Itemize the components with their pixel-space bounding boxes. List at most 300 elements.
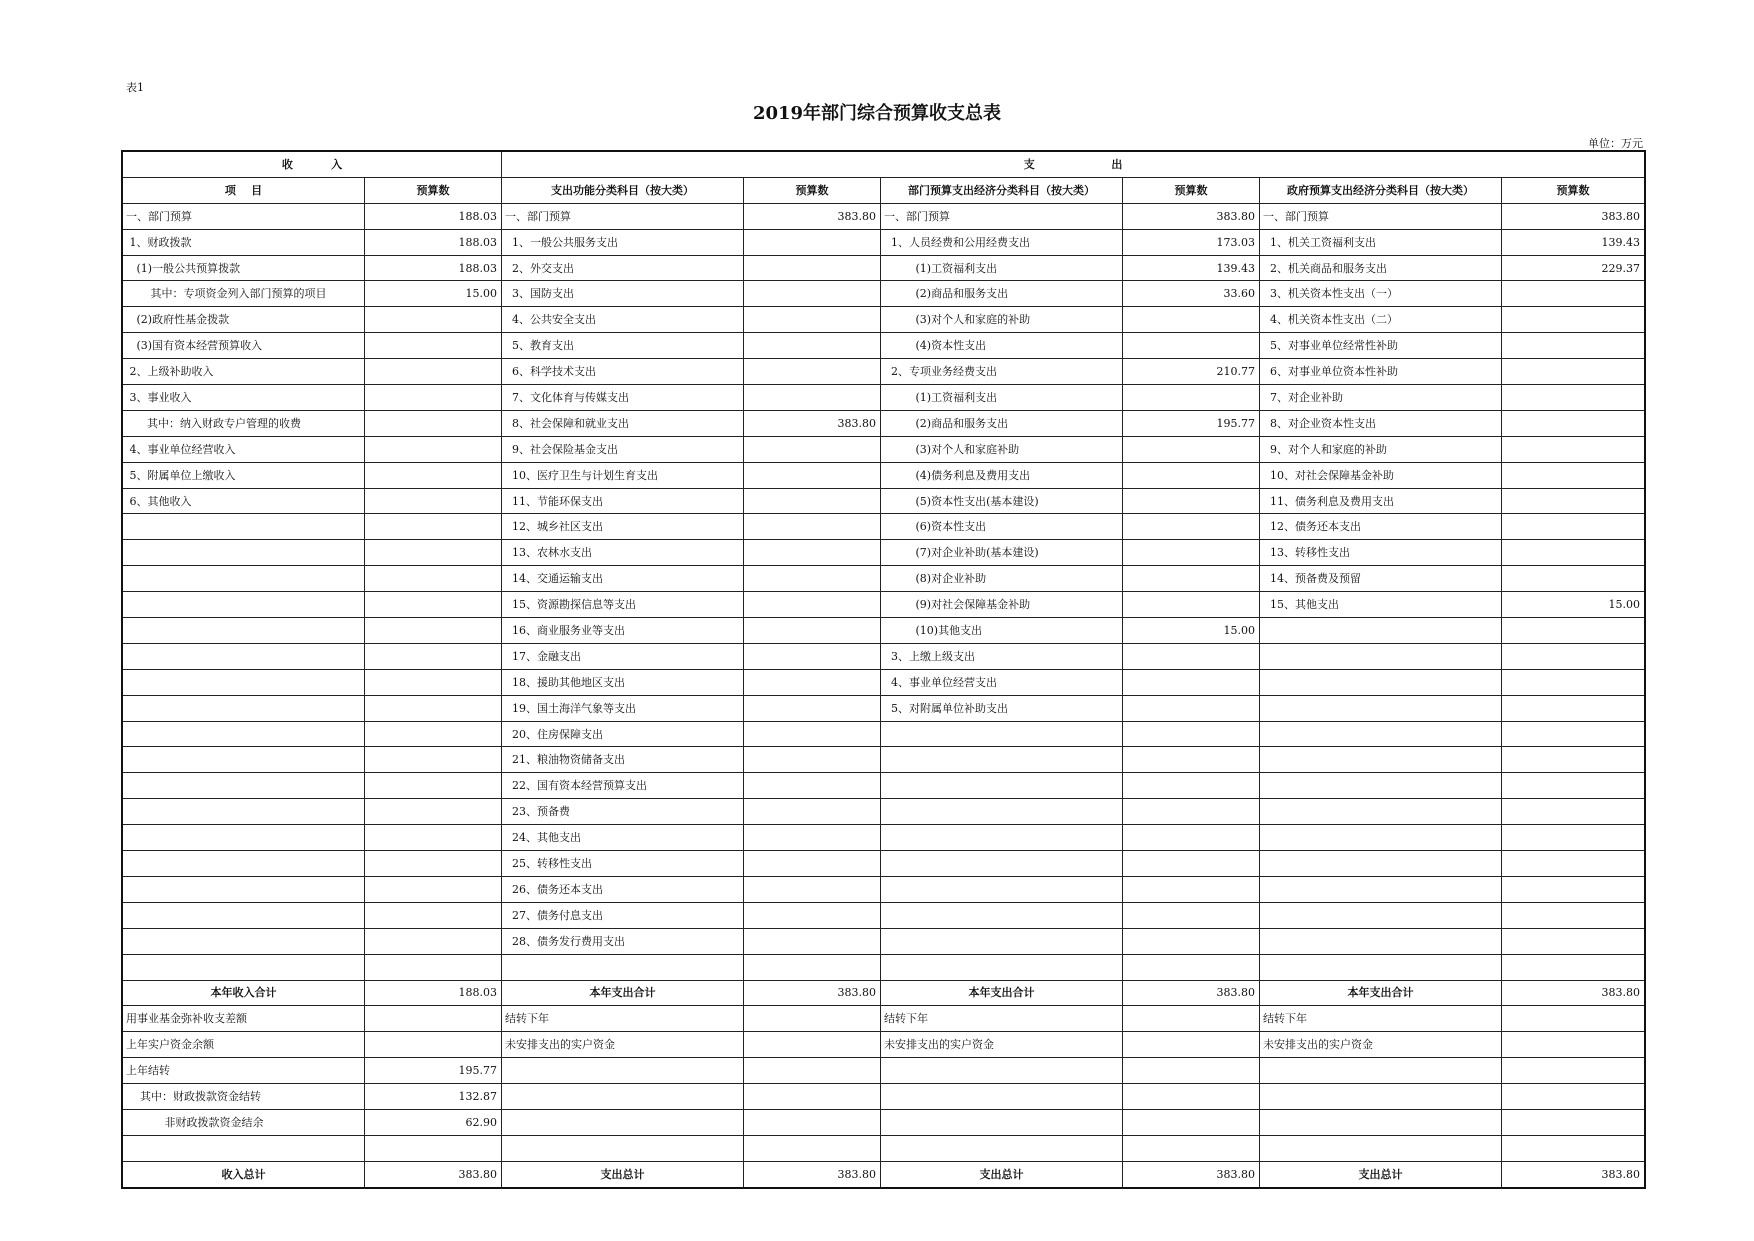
amount-cell: [1502, 799, 1645, 825]
col-header: 政府预算支出经济分类科目（按大类）: [1260, 177, 1502, 203]
amount-cell: [365, 876, 502, 902]
item-cell: 4、公共安全支出: [502, 307, 744, 333]
item-cell: 结转下年: [1260, 1006, 1502, 1032]
item-cell: 13、转移性支出: [1260, 540, 1502, 566]
item-cell: 非财政拨款资金结余: [123, 1109, 365, 1135]
table-row: [123, 954, 1645, 980]
amount-cell: [1123, 1006, 1260, 1032]
amount-cell: [1123, 307, 1260, 333]
item-cell: [123, 773, 365, 799]
item-cell: [881, 721, 1123, 747]
item-cell: 9、对个人和家庭的补助: [1260, 436, 1502, 462]
amount-cell: [365, 773, 502, 799]
item-cell: 11、债务利息及费用支出: [1260, 488, 1502, 514]
item-cell: 8、对企业资本性支出: [1260, 410, 1502, 436]
item-cell: [1260, 928, 1502, 954]
item-cell: 20、住房保障支出: [502, 721, 744, 747]
amount-cell: [365, 643, 502, 669]
table-row: [123, 1006, 1645, 1032]
item-cell: [123, 514, 365, 540]
amount-cell: [365, 799, 502, 825]
item-cell: 6、其他收入: [123, 488, 365, 514]
item-cell: 23、预备费: [502, 799, 744, 825]
item-cell: 11、节能环保支出: [502, 488, 744, 514]
table-row: [123, 540, 1645, 566]
table-row: [123, 592, 1645, 618]
amount-cell: 195.77: [365, 1058, 502, 1084]
item-cell: (3)对个人和家庭的补助: [881, 307, 1123, 333]
item-cell: 2、专项业务经费支出: [881, 359, 1123, 385]
amount-cell: [1123, 799, 1260, 825]
table-row: [123, 1058, 1645, 1084]
amount-cell: 188.03: [365, 229, 502, 255]
amount-cell: [744, 773, 881, 799]
item-cell: [123, 851, 365, 877]
item-cell: [1260, 618, 1502, 644]
amount-cell: [1123, 1135, 1260, 1161]
amount-cell: [1502, 514, 1645, 540]
item-cell: 21、粮油物资储备支出: [502, 747, 744, 773]
item-cell: [123, 618, 365, 644]
amount-cell: [365, 566, 502, 592]
item-cell: (4)债务利息及费用支出: [881, 462, 1123, 488]
item-cell: (3)对个人和家庭补助: [881, 436, 1123, 462]
amount-cell: [365, 488, 502, 514]
amount-cell: [1123, 1084, 1260, 1110]
amount-cell: [1123, 1032, 1260, 1058]
amount-cell: [365, 1006, 502, 1032]
table-row: [123, 1032, 1645, 1058]
item-cell: 2、机关商品和服务支出: [1260, 255, 1502, 281]
table-row: [123, 669, 1645, 695]
amount-cell: [1123, 566, 1260, 592]
amount-cell: [1123, 462, 1260, 488]
col-header: 项 目: [123, 177, 365, 203]
amount-cell: [744, 721, 881, 747]
item-cell: [1260, 1109, 1502, 1135]
amount-cell: [1502, 488, 1645, 514]
amount-cell: [744, 669, 881, 695]
item-cell: 6、对事业单位资本性补助: [1260, 359, 1502, 385]
amount-cell: [744, 928, 881, 954]
amount-cell: [1502, 825, 1645, 851]
item-cell: 未安排支出的实户资金: [1260, 1032, 1502, 1058]
amount-cell: [1502, 540, 1645, 566]
item-cell: [881, 902, 1123, 928]
item-cell: [123, 876, 365, 902]
column-header-row: [123, 177, 1645, 203]
item-cell: [1260, 799, 1502, 825]
table-row: [123, 825, 1645, 851]
amount-cell: [1123, 540, 1260, 566]
amount-cell: [365, 333, 502, 359]
amount-cell: [1502, 566, 1645, 592]
item-cell: 结转下年: [881, 1006, 1123, 1032]
item-cell: 17、金融支出: [502, 643, 744, 669]
item-cell: 其中：财政拨款资金结转: [123, 1084, 365, 1110]
amount-cell: [1123, 385, 1260, 411]
amount-cell: [1502, 851, 1645, 877]
item-cell: [881, 1058, 1123, 1084]
item-cell: 3、国防支出: [502, 281, 744, 307]
amount-cell: [1123, 876, 1260, 902]
amount-cell: [744, 954, 881, 980]
amount-cell: [1123, 747, 1260, 773]
amount-cell: [1502, 385, 1645, 411]
amount-cell: [1502, 307, 1645, 333]
amount-cell: [1123, 333, 1260, 359]
item-cell: [123, 643, 365, 669]
table-row: [123, 851, 1645, 877]
amount-cell: [1502, 281, 1645, 307]
amount-cell: [744, 876, 881, 902]
amount-cell: [1502, 462, 1645, 488]
item-cell: (2)政府性基金拨款: [123, 307, 365, 333]
amount-cell: [744, 592, 881, 618]
amount-cell: 383.80: [744, 980, 881, 1006]
amount-cell: [744, 462, 881, 488]
amount-cell: [1502, 747, 1645, 773]
table-row: [123, 876, 1645, 902]
item-cell: [1260, 695, 1502, 721]
item-cell: [123, 669, 365, 695]
item-cell: 28、债务发行费用支出: [502, 928, 744, 954]
amount-cell: [1502, 773, 1645, 799]
col-header: 预算数: [365, 177, 502, 203]
amount-cell: 188.03: [365, 203, 502, 229]
amount-cell: [365, 954, 502, 980]
item-cell: [123, 592, 365, 618]
item-cell: 7、文化体育与传媒支出: [502, 385, 744, 411]
amount-cell: [744, 566, 881, 592]
amount-cell: [744, 1135, 881, 1161]
item-cell: 一、部门预算: [1260, 203, 1502, 229]
amount-cell: [1123, 773, 1260, 799]
item-cell: 12、债务还本支出: [1260, 514, 1502, 540]
table-row: [123, 307, 1645, 333]
amount-cell: [744, 229, 881, 255]
item-cell: 16、商业服务业等支出: [502, 618, 744, 644]
amount-cell: 15.00: [365, 281, 502, 307]
amount-cell: [1123, 851, 1260, 877]
amount-cell: [1502, 410, 1645, 436]
amount-cell: [1123, 1058, 1260, 1084]
amount-cell: [365, 1032, 502, 1058]
amount-cell: [1123, 902, 1260, 928]
amount-cell: [1123, 695, 1260, 721]
amount-cell: [744, 281, 881, 307]
item-cell: [881, 954, 1123, 980]
item-cell: 6、科学技术支出: [502, 359, 744, 385]
amount-cell: 383.80: [365, 1161, 502, 1187]
item-cell: 2、外交支出: [502, 255, 744, 281]
item-cell: [1260, 721, 1502, 747]
item-cell: 收入总计: [123, 1161, 365, 1187]
amount-cell: 383.80: [1502, 203, 1645, 229]
item-cell: [123, 954, 365, 980]
amount-cell: [1502, 721, 1645, 747]
amount-cell: [744, 747, 881, 773]
item-cell: 未安排支出的实户资金: [502, 1032, 744, 1058]
amount-cell: [365, 462, 502, 488]
item-cell: 3、上缴上级支出: [881, 643, 1123, 669]
amount-cell: [365, 902, 502, 928]
item-cell: 14、预备费及预留: [1260, 566, 1502, 592]
amount-cell: [744, 695, 881, 721]
amount-cell: [1502, 902, 1645, 928]
item-cell: [881, 747, 1123, 773]
item-cell: 4、机关资本性支出（二）: [1260, 307, 1502, 333]
amount-cell: 188.03: [365, 980, 502, 1006]
table-row: [123, 773, 1645, 799]
budget-summary-table: [122, 151, 1645, 1188]
item-cell: [1260, 825, 1502, 851]
item-cell: 1、机关工资福利支出: [1260, 229, 1502, 255]
amount-cell: 132.87: [365, 1084, 502, 1110]
item-cell: (10)其他支出: [881, 618, 1123, 644]
amount-cell: [1502, 359, 1645, 385]
amount-cell: [1123, 721, 1260, 747]
amount-cell: [1502, 1006, 1645, 1032]
amount-cell: 62.90: [365, 1109, 502, 1135]
item-cell: 3、事业收入: [123, 385, 365, 411]
item-cell: [881, 1135, 1123, 1161]
table-row: [123, 695, 1645, 721]
item-cell: 支出总计: [1260, 1161, 1502, 1187]
item-cell: [881, 1084, 1123, 1110]
amount-cell: [365, 540, 502, 566]
item-cell: [123, 928, 365, 954]
table-row: [123, 902, 1645, 928]
section-header-row: [123, 152, 1645, 178]
amount-cell: [365, 307, 502, 333]
item-cell: (7)对企业补助(基本建设): [881, 540, 1123, 566]
col-header: 支出功能分类科目（按大类）: [502, 177, 744, 203]
item-cell: 结转下年: [502, 1006, 744, 1032]
amount-cell: [744, 851, 881, 877]
item-cell: 14、交通运输支出: [502, 566, 744, 592]
amount-cell: 383.80: [1502, 980, 1645, 1006]
item-cell: 一、部门预算: [881, 203, 1123, 229]
amount-cell: 383.80: [1502, 1161, 1645, 1187]
item-cell: 7、对企业补助: [1260, 385, 1502, 411]
item-cell: 27、债务付息支出: [502, 902, 744, 928]
item-cell: 1、财政拨款: [123, 229, 365, 255]
item-cell: [881, 773, 1123, 799]
unit-label: 单位：万元: [1588, 137, 1643, 150]
amount-cell: [365, 747, 502, 773]
amount-cell: [744, 385, 881, 411]
amount-cell: [1502, 1032, 1645, 1058]
item-cell: [1260, 1084, 1502, 1110]
amount-cell: [744, 540, 881, 566]
table-row: [123, 410, 1645, 436]
item-cell: 5、教育支出: [502, 333, 744, 359]
amount-cell: [744, 307, 881, 333]
amount-cell: 383.80: [744, 203, 881, 229]
table-row: [123, 462, 1645, 488]
amount-cell: [744, 488, 881, 514]
item-cell: 10、医疗卫生与计划生育支出: [502, 462, 744, 488]
amount-cell: [365, 385, 502, 411]
item-cell: [881, 1109, 1123, 1135]
item-cell: [1260, 1058, 1502, 1084]
table-row: [123, 747, 1645, 773]
item-cell: [1260, 773, 1502, 799]
amount-cell: [744, 436, 881, 462]
item-cell: 用事业基金弥补收支差额: [123, 1006, 365, 1032]
item-cell: (1)工资福利支出: [881, 385, 1123, 411]
amount-cell: [744, 255, 881, 281]
item-cell: 26、债务还本支出: [502, 876, 744, 902]
amount-cell: [365, 514, 502, 540]
amount-cell: [744, 825, 881, 851]
item-cell: (2)商品和服务支出: [881, 410, 1123, 436]
amount-cell: [365, 410, 502, 436]
item-cell: [502, 1135, 744, 1161]
table-row: [123, 1084, 1645, 1110]
item-cell: 未安排支出的实户资金: [881, 1032, 1123, 1058]
item-cell: 本年收入合计: [123, 980, 365, 1006]
item-cell: 10、对社会保障基金补助: [1260, 462, 1502, 488]
amount-cell: [1123, 669, 1260, 695]
item-cell: 一、部门预算: [502, 203, 744, 229]
col-header: 部门预算支出经济分类科目（按大类）: [881, 177, 1123, 203]
table-row: [123, 799, 1645, 825]
item-cell: [502, 1109, 744, 1135]
amount-cell: [744, 1058, 881, 1084]
amount-cell: [1123, 488, 1260, 514]
amount-cell: [744, 1006, 881, 1032]
amount-cell: [744, 902, 881, 928]
item-cell: [123, 747, 365, 773]
amount-cell: [1502, 928, 1645, 954]
amount-cell: 383.80: [1123, 980, 1260, 1006]
item-cell: 15、资源勘探信息等支出: [502, 592, 744, 618]
item-cell: (2)商品和服务支出: [881, 281, 1123, 307]
item-cell: 4、事业单位经营收入: [123, 436, 365, 462]
item-cell: [881, 799, 1123, 825]
amount-cell: [1123, 1109, 1260, 1135]
item-cell: [1260, 1135, 1502, 1161]
income-section-header: 收 入: [123, 152, 502, 178]
amount-cell: [365, 436, 502, 462]
col-header: 预算数: [1123, 177, 1260, 203]
item-cell: [1260, 902, 1502, 928]
amount-cell: 195.77: [1123, 410, 1260, 436]
amount-cell: [365, 695, 502, 721]
amount-cell: [744, 1084, 881, 1110]
amount-cell: [1123, 954, 1260, 980]
table-row: [123, 1135, 1645, 1161]
amount-cell: [744, 643, 881, 669]
item-cell: [881, 825, 1123, 851]
item-cell: 15、其他支出: [1260, 592, 1502, 618]
amount-cell: [744, 359, 881, 385]
item-cell: 19、国土海洋气象等支出: [502, 695, 744, 721]
year-total-row: [123, 980, 1645, 1006]
item-cell: 8、社会保障和就业支出: [502, 410, 744, 436]
amount-cell: [744, 1032, 881, 1058]
item-cell: [1260, 876, 1502, 902]
amount-cell: [1123, 825, 1260, 851]
item-cell: [123, 566, 365, 592]
table-row: [123, 359, 1645, 385]
item-cell: 13、农林水支出: [502, 540, 744, 566]
item-cell: 1、人员经费和公用经费支出: [881, 229, 1123, 255]
amount-cell: [1502, 618, 1645, 644]
item-cell: [123, 825, 365, 851]
amount-cell: [1502, 1058, 1645, 1084]
amount-cell: [744, 514, 881, 540]
amount-cell: [365, 359, 502, 385]
amount-cell: [365, 851, 502, 877]
item-cell: [881, 928, 1123, 954]
table-number: 表1: [126, 81, 144, 94]
item-cell: 12、城乡社区支出: [502, 514, 744, 540]
amount-cell: [1502, 333, 1645, 359]
item-cell: 9、社会保险基金支出: [502, 436, 744, 462]
item-cell: [123, 799, 365, 825]
item-cell: (8)对企业补助: [881, 566, 1123, 592]
table-row: [123, 281, 1645, 307]
amount-cell: [365, 721, 502, 747]
item-cell: [123, 540, 365, 566]
amount-cell: [744, 799, 881, 825]
item-cell: [502, 1084, 744, 1110]
amount-cell: 229.37: [1502, 255, 1645, 281]
table-row: [123, 514, 1645, 540]
item-cell: (1)工资福利支出: [881, 255, 1123, 281]
item-cell: [502, 954, 744, 980]
item-cell: 18、援助其他地区支出: [502, 669, 744, 695]
amount-cell: [744, 1109, 881, 1135]
item-cell: 支出总计: [502, 1161, 744, 1187]
item-cell: [123, 721, 365, 747]
item-cell: [1260, 669, 1502, 695]
amount-cell: [744, 618, 881, 644]
amount-cell: [1502, 876, 1645, 902]
amount-cell: 15.00: [1123, 618, 1260, 644]
table-row: [123, 203, 1645, 229]
amount-cell: [1502, 1109, 1645, 1135]
col-header: 预算数: [744, 177, 881, 203]
page-title: 2019年部门综合预算收支总表: [752, 103, 1002, 124]
table-row: [123, 229, 1645, 255]
amount-cell: 139.43: [1502, 229, 1645, 255]
table-row: [123, 566, 1645, 592]
table-row: [123, 488, 1645, 514]
item-cell: (1)一般公共预算拨款: [123, 255, 365, 281]
amount-cell: 139.43: [1123, 255, 1260, 281]
amount-cell: [1123, 592, 1260, 618]
amount-cell: [1123, 514, 1260, 540]
table-row: [123, 255, 1645, 281]
table-row: [123, 385, 1645, 411]
amount-cell: [1502, 436, 1645, 462]
amount-cell: 383.80: [1123, 203, 1260, 229]
item-cell: [123, 902, 365, 928]
item-cell: (3)国有资本经营预算收入: [123, 333, 365, 359]
item-cell: 其中：纳入财政专户管理的收费: [123, 410, 365, 436]
table-row: [123, 928, 1645, 954]
item-cell: 上年结转: [123, 1058, 365, 1084]
item-cell: [123, 1135, 365, 1161]
table-row: [123, 333, 1645, 359]
amount-cell: [365, 669, 502, 695]
item-cell: 4、事业单位经营支出: [881, 669, 1123, 695]
amount-cell: [1123, 928, 1260, 954]
